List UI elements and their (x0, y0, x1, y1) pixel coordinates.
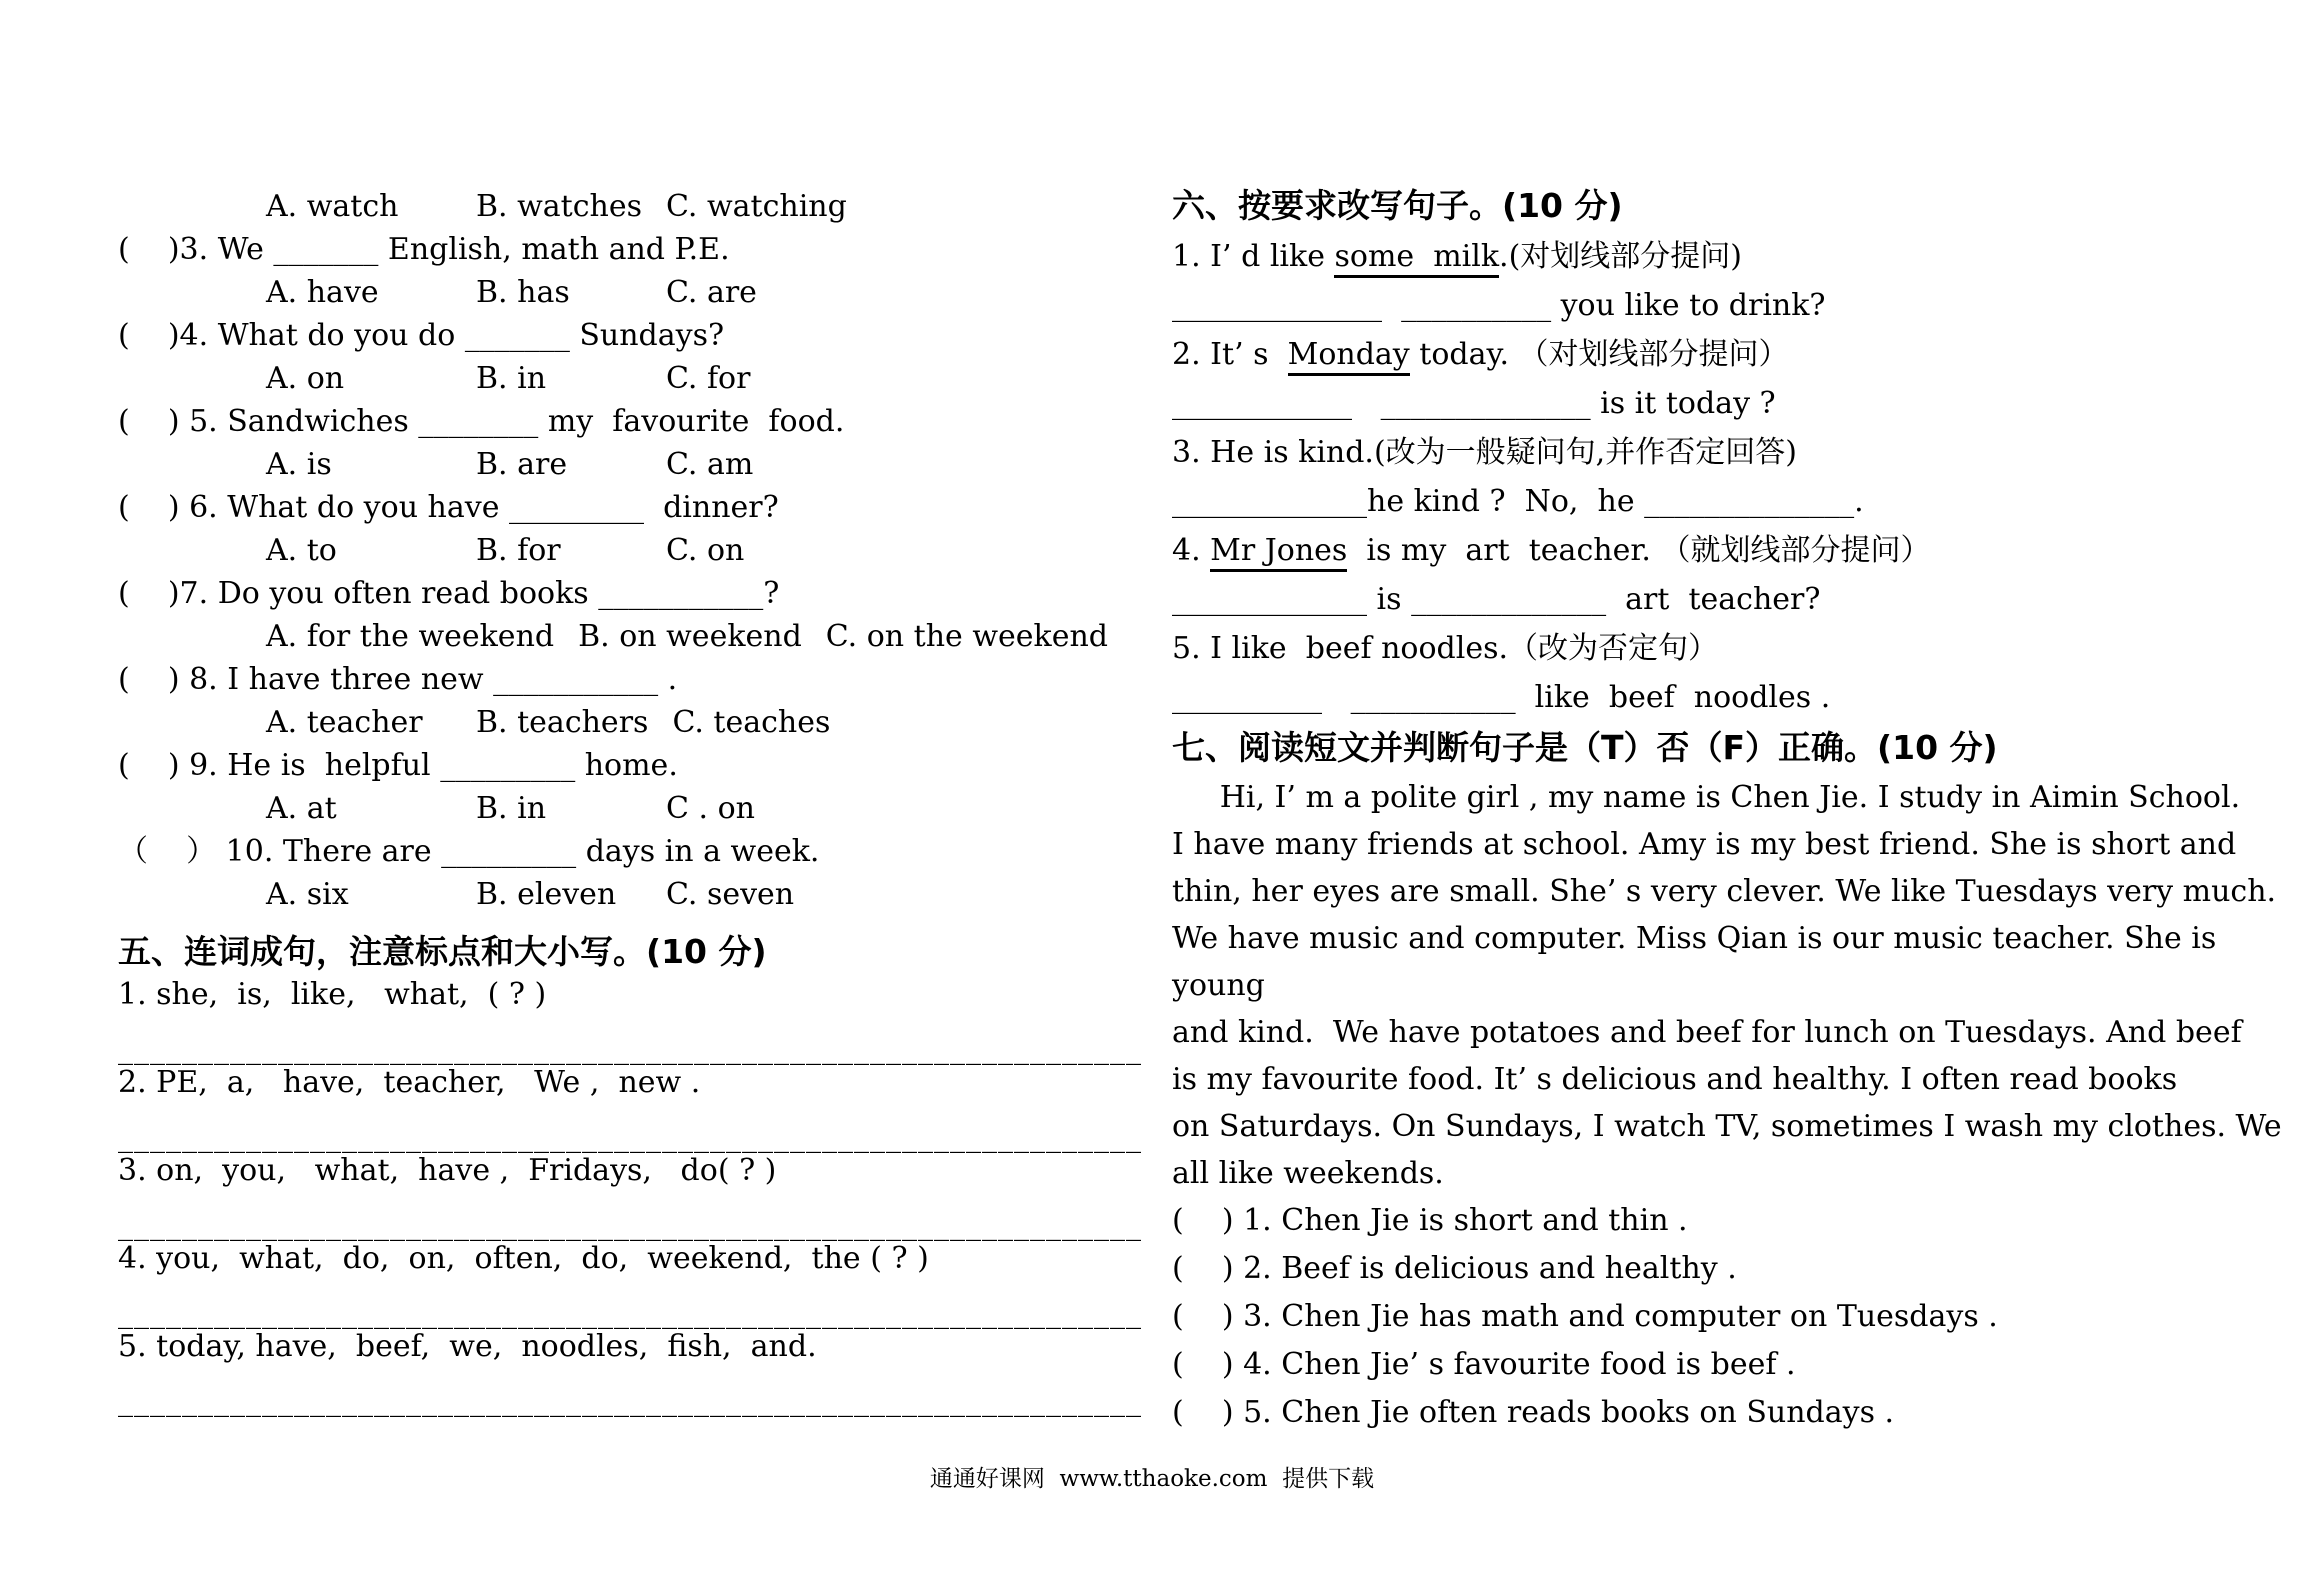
answer-blank-line: ________________________________________________________________ (118, 1383, 1142, 1418)
mc-option-c: C. are (666, 275, 757, 310)
tf-item: ( ) 3. Chen Jie has math and computer on Tuesdays . (1172, 1299, 1998, 1334)
underlined-phrase: some milk (1334, 239, 1499, 278)
rewrite-answer-line: ______________ __________ you like to drink? (1172, 288, 1826, 323)
mc-options-row (118, 701, 1148, 744)
mc-option-a: A. have (266, 275, 379, 310)
sentence-item: 5. today, have, beef, we, noodles, fish, and. (118, 1329, 817, 1364)
mc-option-c: C. for (666, 361, 751, 396)
rewrite-answer-line: _____________ is _____________ art teacher? (1172, 582, 1821, 617)
sentence-item: 2. PE, a, have, teacher, We , new . (118, 1065, 701, 1100)
answer-blank-line: ________________________________________________________________ (118, 1207, 1142, 1242)
section6-title: 六、按要求改写句子。(10 分) (1172, 186, 1623, 225)
rewrite-item-pre: 3. He is kind.(改为一般疑问句,并作否定回答) (1172, 435, 1797, 470)
mc-option-a: A. six (266, 877, 349, 912)
sentence-item: 4. you, what, do, on, often, do, weekend, the ( ? ) (118, 1241, 929, 1276)
mc-options-row (118, 787, 1148, 830)
answer-blank-line: ________________________________________________________________ (118, 1295, 1142, 1330)
passage-line: Hi, I’ m a polite girl , my name is Chen Jie. I study in Aimin School. (1172, 780, 2241, 815)
passage-line: on Saturdays. On Sundays, I watch TV, sometimes I wash my clothes. We (1172, 1109, 2282, 1144)
mc-options-row (118, 443, 1148, 486)
passage-line: is my favourite food. It’ s delicious and healthy. I often read books (1172, 1062, 2178, 1097)
question-stem: （ ） 10. There are _________ days in a week. (118, 834, 820, 869)
mc-option-b: B. in (476, 361, 547, 396)
mc-option-a: A. to (266, 533, 337, 568)
tf-item: ( ) 2. Beef is delicious and healthy . (1172, 1251, 1737, 1286)
sentence-item: 3. on, you, what, have , Fridays, do( ? ) (118, 1153, 777, 1188)
mc-options-row (118, 357, 1148, 400)
mc-option-b: B. in (476, 791, 547, 826)
mc-option-c: C. seven (666, 877, 795, 912)
answer-blank-line: ________________________________________________________________ (118, 1031, 1142, 1066)
question-stem: ( ) 5. Sandwiches ________ my favourite food. (118, 404, 845, 439)
mc-options-row (118, 529, 1148, 572)
right-column (1172, 180, 2297, 1437)
mc-option-b: B. eleven (476, 877, 617, 912)
section7-title: 七、阅读短文并判断句子是（T）否（F）正确。(10 分) (1172, 728, 1998, 767)
mc-option-b: B. are (476, 447, 568, 482)
rewrite-answer-line: __________ ___________ like beef noodles . (1172, 680, 1831, 715)
rewrite-item-pre: 4. (1172, 533, 1211, 568)
question-stem: ( ) 9. He is helpful _________ home. (118, 748, 678, 783)
mc-options-row (118, 271, 1148, 314)
rewrite-item (1172, 330, 2297, 379)
mc-option-a: A. for the weekend (266, 619, 555, 654)
left-column (118, 185, 1148, 1418)
sentence-item: 1. she, is, like, what, ( ? ) (118, 977, 547, 1012)
mc-option-a: A. at (266, 791, 337, 826)
question-stem: ( )3. We _______ English, math and P.E. (118, 232, 730, 267)
underlined-phrase: Monday (1288, 337, 1410, 376)
mc-options-row (118, 185, 1148, 228)
mc-option-a: A. on (266, 361, 345, 396)
mc-option-b: B. teachers (476, 705, 649, 740)
rewrite-answer-line: ____________ ______________ is it today ? (1172, 386, 1776, 421)
footer-text: 通通好课网 www.tthaoke.com 提供下载 (929, 1466, 1375, 1492)
mc-options-row (118, 873, 1148, 916)
rewrite-item-pre: 1. I’ d like (1172, 239, 1335, 274)
tf-item: ( ) 4. Chen Jie’ s favourite food is beef . (1172, 1347, 1796, 1382)
mc-option-a: A. is (266, 447, 332, 482)
rewrite-item-pre: 5. I like beef noodles.（改为否定句） (1172, 631, 1719, 666)
question-stem: ( )4. What do you do _______ Sundays? (118, 318, 725, 353)
passage-line: I have many friends at school. Amy is my best friend. She is short and (1172, 827, 2237, 862)
tf-item: ( ) 5. Chen Jie often reads books on Sundays . (1172, 1395, 1895, 1430)
underlined-phrase: Mr Jones (1210, 533, 1347, 572)
passage-line: and kind. We have potatoes and beef for lunch on Tuesdays. And beef (1172, 1015, 2242, 1050)
passage-line: thin, her eyes are small. She’ s very clever. We like Tuesdays very much. (1172, 874, 2277, 909)
section5-title: 五、连词成句，注意标点和大小写。(10 分) (118, 932, 767, 971)
mc-option-b: B. for (476, 533, 561, 568)
mc-option-c: C. watching (666, 189, 847, 224)
question-stem: ( )7. Do you often read books ___________? (118, 576, 780, 611)
rewrite-item-post: .(对划线部分提问) (1499, 239, 1742, 274)
mc-option-a: A. watch (266, 189, 399, 224)
rewrite-item-post: is my art teacher. （就划线部分提问） (1347, 533, 1931, 568)
passage-line: all like weekends. (1172, 1156, 1444, 1191)
rewrite-item-post: today. （对划线部分提问） (1409, 337, 1789, 372)
mc-option-c: C. on the weekend (825, 619, 1108, 654)
rewrite-item (1172, 232, 2297, 281)
rewrite-item (1172, 428, 2297, 477)
tf-item: ( ) 1. Chen Jie is short and thin . (1172, 1203, 1688, 1238)
rewrite-item (1172, 624, 2297, 673)
mc-option-a: A. teacher (266, 705, 423, 740)
rewrite-answer-line: _____________he kind ? No, he ______________. (1172, 484, 1864, 519)
question-stem: ( ) 8. I have three new ___________ . (118, 662, 678, 697)
mc-option-b: B. has (476, 275, 570, 310)
passage-line: We have music and computer. Miss Qian is our music teacher. She is young (1172, 921, 2226, 1003)
mc-options-row (118, 615, 1148, 658)
mc-option-c: C. on (666, 533, 745, 568)
answer-blank-line: ________________________________________________________________ (118, 1119, 1142, 1154)
mc-option-c: C. teaches (672, 705, 831, 740)
mc-option-b: B. watches (476, 189, 643, 224)
rewrite-item (1172, 526, 2297, 575)
mc-option-c: C. am (666, 447, 754, 482)
mc-option-b: B. on weekend (578, 619, 802, 654)
question-stem: ( ) 6. What do you have _________ dinner? (118, 490, 779, 525)
rewrite-item-pre: 2. It’ s (1172, 337, 1288, 372)
mc-option-c: C . on (666, 791, 755, 826)
